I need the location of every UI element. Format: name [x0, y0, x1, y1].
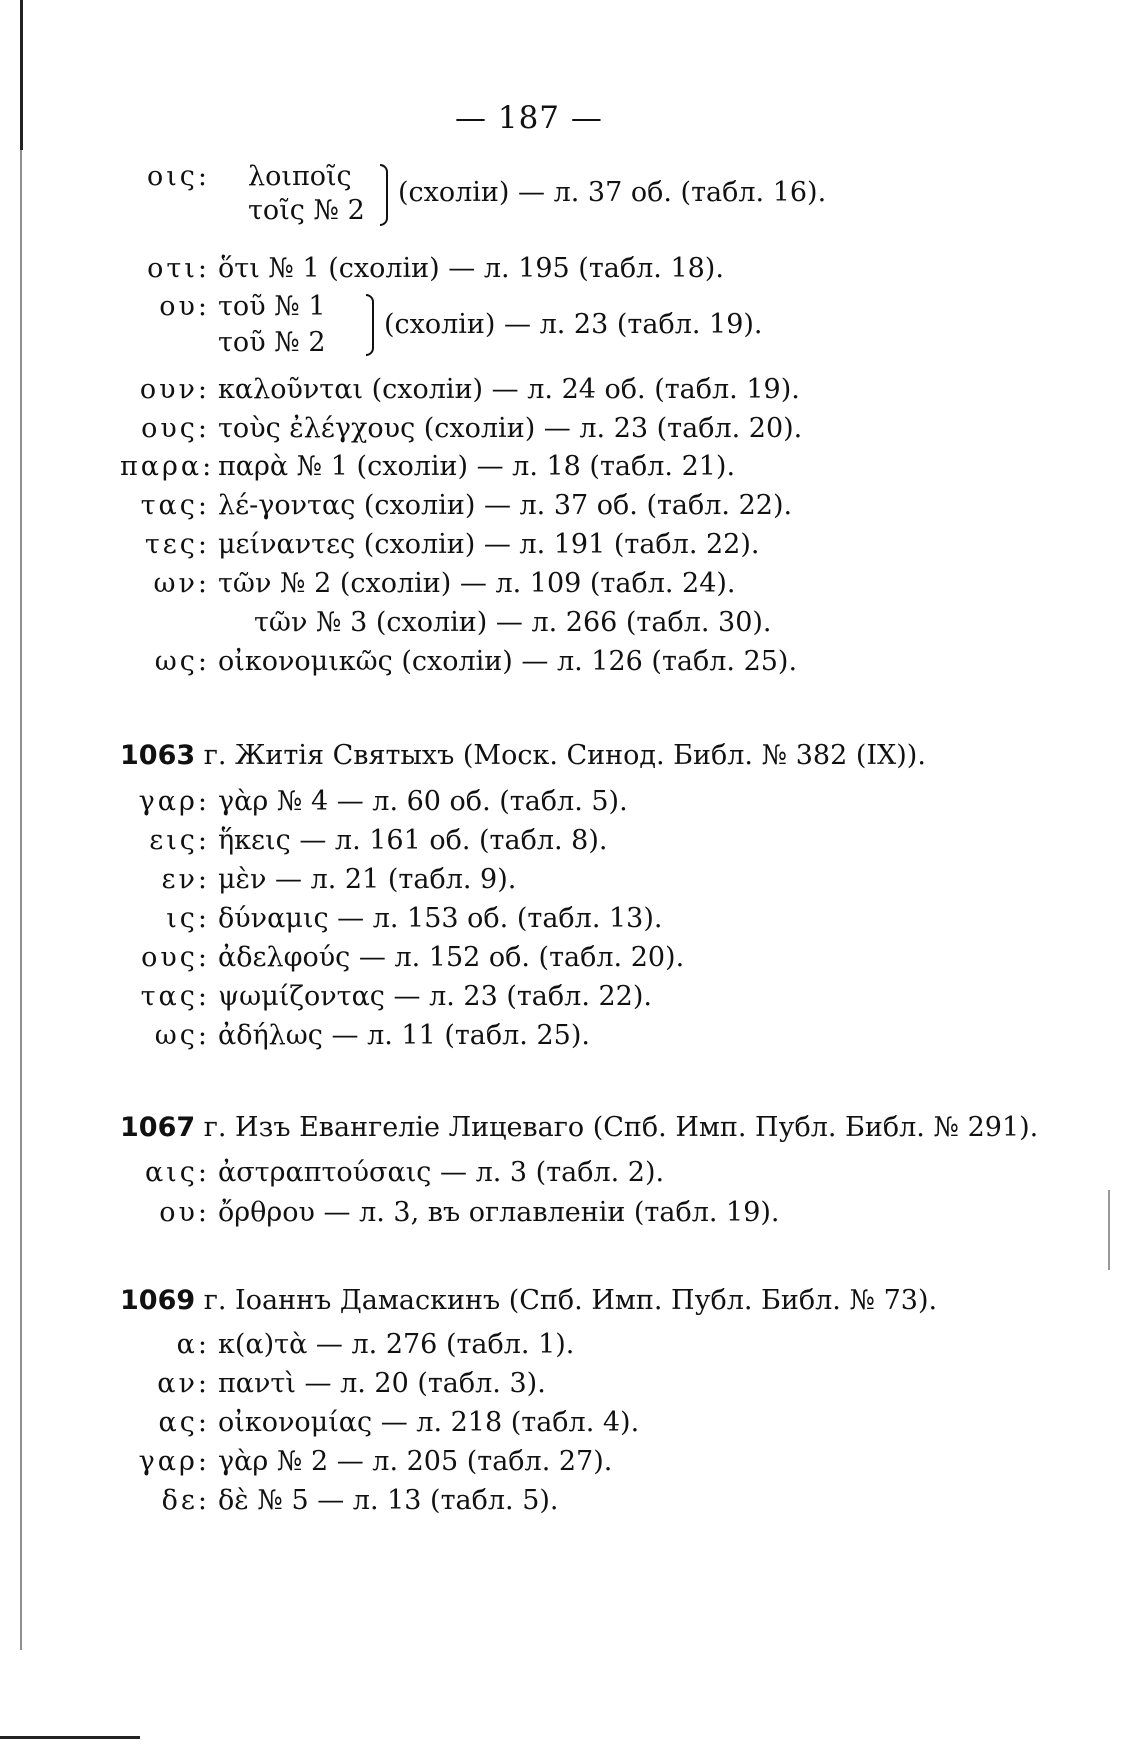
section-year: 1067 — [120, 1112, 196, 1143]
ending-label: τας: — [140, 981, 210, 1012]
section-heading — [120, 1112, 1038, 1143]
entry-text: γὰρ № 2 — л. 205 (табл. 27). — [218, 1446, 613, 1477]
entry-text: λέ-γοντας (схоліи) — л. 37 об. (табл. 22). — [218, 490, 793, 521]
ending-label: ους: — [141, 413, 210, 444]
entry-reference: (схоліи) — л. 23 (табл. 19). — [384, 309, 763, 340]
entry-text: παρὰ № 1 (схоліи) — л. 18 (табл. 21). — [218, 451, 736, 482]
entry-line: λοιποῖς — [248, 161, 352, 192]
section-year: 1069 — [120, 1285, 196, 1316]
brace — [380, 164, 388, 226]
ending-label: γαρ: — [138, 786, 210, 817]
entry-text: ὅτι № 1 (схоліи) — л. 195 (табл. 18). — [218, 253, 724, 284]
entry-text: τοὺς ἐλέγχους (схоліи) — л. 23 (табл. 20). — [218, 413, 803, 444]
ending-label: γαρ: — [138, 1446, 210, 1477]
ending-label: ως: — [154, 1020, 210, 1051]
ending-label: οις: — [146, 161, 210, 192]
entry-text: τῶν № 2 (схоліи) — л. 109 (табл. 24). — [218, 568, 736, 599]
ending-label: ους: — [141, 942, 210, 973]
ending-label: αν: — [157, 1368, 210, 1399]
ending-label: ων: — [153, 568, 210, 599]
ending-label: α: — [176, 1329, 210, 1360]
entry-text: καλοῦνται (схоліи) — л. 24 об. (табл. 19). — [218, 374, 800, 405]
section-heading — [120, 1285, 937, 1316]
entry-text: μὲν — л. 21 (табл. 9). — [218, 864, 517, 895]
entry-text: οἰκονομικῶς (схоліи) — л. 126 (табл. 25). — [218, 646, 798, 677]
section-title: г. Житія Святыхъ (Моск. Синод. Библ. № 382 (IX)). — [203, 740, 926, 771]
entry-text: ἀδελφούς — л. 152 об. (табл. 20). — [218, 942, 685, 973]
entry-text: ὄρθρου — л. 3, въ оглавленіи (табл. 19). — [218, 1197, 780, 1228]
entry-line: τοῦ № 2 — [218, 327, 326, 358]
ending-label: τας: — [140, 490, 210, 521]
ending-label: εις: — [149, 825, 210, 856]
entry-text: δὲ № 5 — л. 13 (табл. 5). — [218, 1485, 559, 1516]
ending-label: αις: — [144, 1157, 210, 1188]
ending-label: τες: — [144, 529, 210, 560]
ending-label: ου: — [159, 291, 210, 322]
ending-label: ως: — [154, 646, 210, 677]
brace — [366, 294, 374, 356]
section-title: г. Изъ Евангеліе Лицеваго (Спб. Имп. Публ. Библ. № 291). — [203, 1112, 1039, 1143]
entry-text: γὰρ № 4 — л. 60 об. (табл. 5). — [218, 786, 628, 817]
scan-edge — [20, 0, 23, 150]
entry-line: τοῦ № 1 — [218, 291, 326, 322]
ending-label: ις: — [166, 903, 210, 934]
ending-label: ουν: — [139, 374, 210, 405]
section-year: 1063 — [120, 740, 196, 771]
page-number: — 187 — — [455, 100, 603, 136]
entry-line: τοῖς № 2 — [248, 195, 365, 226]
entry-text: παντὶ — л. 20 (табл. 3). — [218, 1368, 546, 1399]
ending-label: δε: — [161, 1485, 210, 1516]
entry-text: μείναντες (схоліи) — л. 191 (табл. 22). — [218, 529, 760, 560]
entry-text: τῶν № 3 (схоліи) — л. 266 (табл. 30). — [254, 607, 772, 638]
entry-reference: (схоліи) — л. 37 об. (табл. 16). — [398, 177, 827, 208]
entry-text: κ(α)τὰ — л. 276 (табл. 1). — [218, 1329, 575, 1360]
entry-text: δύναμις — л. 153 об. (табл. 13). — [218, 903, 663, 934]
entry-text: οἰκονομίας — л. 218 (табл. 4). — [218, 1407, 640, 1438]
ending-label: ου: — [159, 1197, 210, 1228]
entry-text: ἥκεις — л. 161 об. (табл. 8). — [218, 825, 608, 856]
section-title: г. Іоаннъ Дамаскинъ (Спб. Имп. Публ. Библ. № 73). — [203, 1285, 938, 1316]
entry-text: ψωμίζοντας — л. 23 (табл. 22). — [218, 981, 652, 1012]
entry-text: ἀστραπτούσαις — л. 3 (табл. 2). — [218, 1157, 665, 1188]
ending-label: εν: — [161, 864, 210, 895]
scan-mark — [0, 1736, 140, 1739]
scan-mark — [1108, 1190, 1110, 1270]
ending-label: οτι: — [147, 253, 210, 284]
scan-edge — [20, 150, 22, 1650]
ending-label: ας: — [158, 1407, 210, 1438]
entry-text: ἀδήλως — л. 11 (табл. 25). — [218, 1020, 590, 1051]
ending-label: παρα: — [120, 451, 215, 482]
section-heading — [120, 740, 926, 771]
